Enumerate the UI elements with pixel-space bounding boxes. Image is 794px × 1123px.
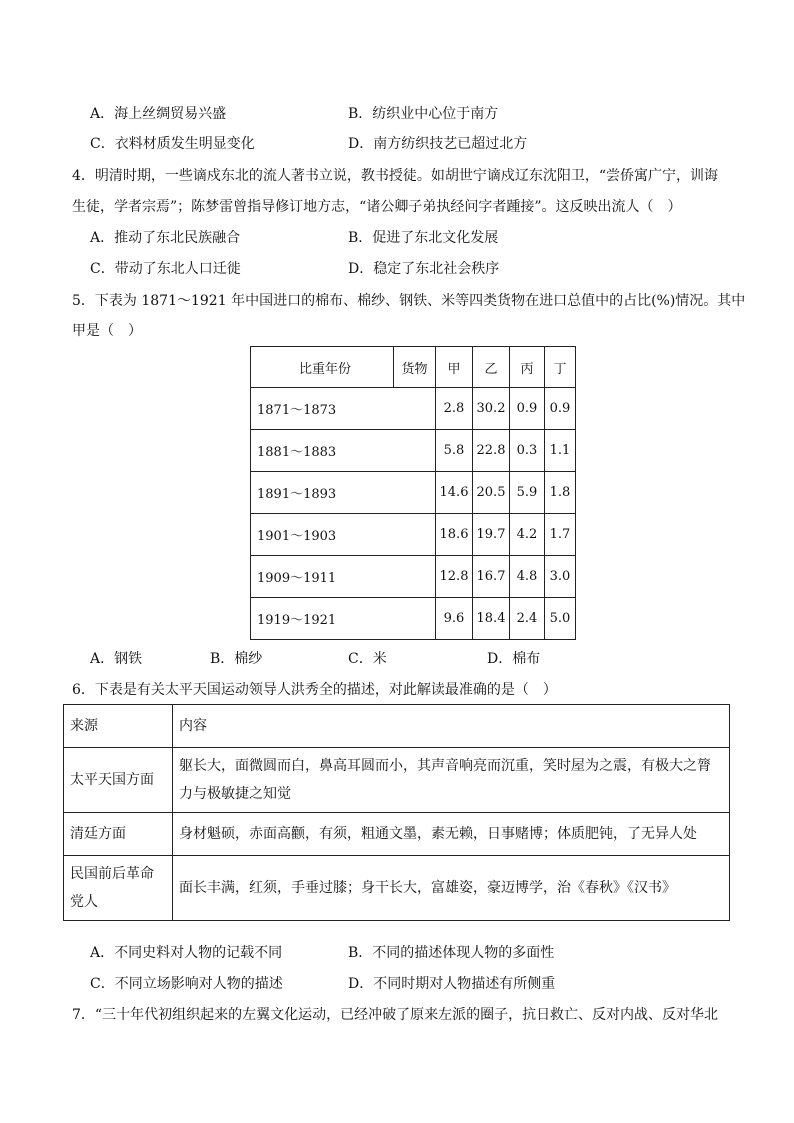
q5-cell: 2.8 <box>436 388 473 430</box>
table-row <box>251 556 576 598</box>
q6-table-header <box>64 705 730 748</box>
q6-stem-line1: 6．下表是有关太平天国运动领导人洪秀全的描述，对此解读最准确的是（ ） <box>72 682 557 698</box>
q6-header-content: 内容 <box>173 705 730 748</box>
q5-option-d[interactable]: D．棉布 <box>487 651 541 667</box>
q4-stem-line1: 4．明清时期，一些谪戍东北的流人著书立说，教书授徒。如胡世宁谪戍辽东沈阳卫，“尝侨寓广宁，训诲 <box>72 168 719 184</box>
q5-col-yi: 乙 <box>473 347 510 388</box>
q5-option-a[interactable]: A．钢铁 <box>90 651 143 667</box>
q5-cell: 5.0 <box>545 598 576 640</box>
q5-data-table <box>250 346 576 640</box>
q5-row-year: 1919～1921 <box>251 598 436 640</box>
q6-row-source: 太平天国方面 <box>64 748 173 813</box>
q6-option-d[interactable]: D．不同时期对人物描述有所侧重 <box>348 976 556 992</box>
q5-col-ding: 丁 <box>545 347 576 388</box>
q5-cell: 1.8 <box>545 472 576 514</box>
q5-col-bing: 丙 <box>510 347 545 388</box>
q6-row-content: 面长丰满，红须，手垂过膝；身干长大，富雄姿，豪迈博学，治《春秋》《汉书》 <box>173 856 730 921</box>
table-row <box>251 430 576 472</box>
q6-option-c[interactable]: C．不同立场影响对人物的描述 <box>90 976 283 992</box>
q4-stem-line2: 生徒，学者宗焉”；陈梦雷曾指导修订地方志，“诸公卿子弟执经问字者踵接”。这反映出流人（ ） <box>72 199 682 215</box>
q5-cell: 2.4 <box>510 598 545 640</box>
q5-cell: 18.4 <box>473 598 510 640</box>
q3-option-c[interactable]: C．衣料材质发生明显变化 <box>90 136 255 152</box>
q5-cell: 30.2 <box>473 388 510 430</box>
q6-row-source: 清廷方面 <box>64 813 173 856</box>
q5-row-year: 1891～1893 <box>251 472 436 514</box>
q5-row-year: 1909～1911 <box>251 556 436 598</box>
q5-cell: 0.9 <box>545 388 576 430</box>
q5-cell: 4.2 <box>510 514 545 556</box>
q5-table-header <box>251 347 576 388</box>
q5-row-year: 1881～1883 <box>251 430 436 472</box>
table-row <box>251 388 576 430</box>
q4-option-d[interactable]: D．稳定了东北社会秩序 <box>348 261 500 277</box>
q5-cell: 9.6 <box>436 598 473 640</box>
table-row <box>64 813 730 856</box>
q5-row-year: 1871～1873 <box>251 388 436 430</box>
q6-row-content: 躯长大，面微圆而白，鼻高耳圆而小，其声音响亮而沉重，笑时屋为之震，有极大之膂力与极敏捷之知觉 <box>173 748 730 813</box>
q5-option-c[interactable]: C．米 <box>348 651 387 667</box>
q5-cell: 12.8 <box>436 556 473 598</box>
q5-cell: 20.5 <box>473 472 510 514</box>
table-row <box>251 472 576 514</box>
q5-cell: 0.3 <box>510 430 545 472</box>
q5-cell: 22.8 <box>473 430 510 472</box>
q5-cell: 4.8 <box>510 556 545 598</box>
table-row <box>64 748 730 813</box>
q5-cell: 3.0 <box>545 556 576 598</box>
q5-cell: 1.1 <box>545 430 576 472</box>
table-row <box>251 514 576 556</box>
q5-cell: 14.6 <box>436 472 473 514</box>
q5-cell: 16.7 <box>473 556 510 598</box>
q5-header-year: 比重年份 <box>251 347 394 388</box>
q5-row-year: 1901～1903 <box>251 514 436 556</box>
q5-cell: 19.7 <box>473 514 510 556</box>
q5-cell: 0.9 <box>510 388 545 430</box>
q6-row-content: 身材魁硕，赤面高颧，有须，粗通文墨，素无赖，日事赌博；体质肥钝，了无异人处 <box>173 813 730 856</box>
q6-description-table <box>63 704 730 921</box>
q6-option-b[interactable]: B．不同的描述体现人物的多面性 <box>348 945 555 961</box>
q5-cell: 1.7 <box>545 514 576 556</box>
q5-cell: 18.6 <box>436 514 473 556</box>
q5-col-jia: 甲 <box>436 347 473 388</box>
q4-option-a[interactable]: A．推动了东北民族融合 <box>90 230 241 246</box>
q5-header-goods: 货物 <box>394 347 436 388</box>
q5-option-b[interactable]: B．棉纱 <box>210 651 263 667</box>
q4-option-b[interactable]: B．促进了东北文化发展 <box>348 230 499 246</box>
q5-cell: 5.8 <box>436 430 473 472</box>
q5-cell: 5.9 <box>510 472 545 514</box>
table-row <box>251 598 576 640</box>
q6-header-source: 来源 <box>64 705 173 748</box>
q3-option-b[interactable]: B．纺织业中心位于南方 <box>348 106 499 122</box>
q3-option-d[interactable]: D．南方纺织技艺已超过北方 <box>348 136 528 152</box>
q6-row-source: 民国前后革命党人 <box>64 856 173 921</box>
q5-stem-line2: 甲是（ ） <box>72 323 142 339</box>
q6-option-a[interactable]: A．不同史料对人物的记载不同 <box>90 945 283 961</box>
q5-stem-line1: 5．下表为 1871～1921 年中国进口的棉布、棉纱、钢铁、米等四类货物在进口总值中的占比(%)情况。其中 <box>72 293 746 309</box>
q4-option-c[interactable]: C．带动了东北人口迁徙 <box>90 261 241 277</box>
q7-stem-line1: 7．“三十年代初组织起来的左翼文化运动，已经冲破了原来左派的圈子，抗日救亡、反对内战、反对华北 <box>72 1007 719 1023</box>
table-row <box>64 856 730 921</box>
q3-option-a[interactable]: A．海上丝绸贸易兴盛 <box>90 106 227 122</box>
